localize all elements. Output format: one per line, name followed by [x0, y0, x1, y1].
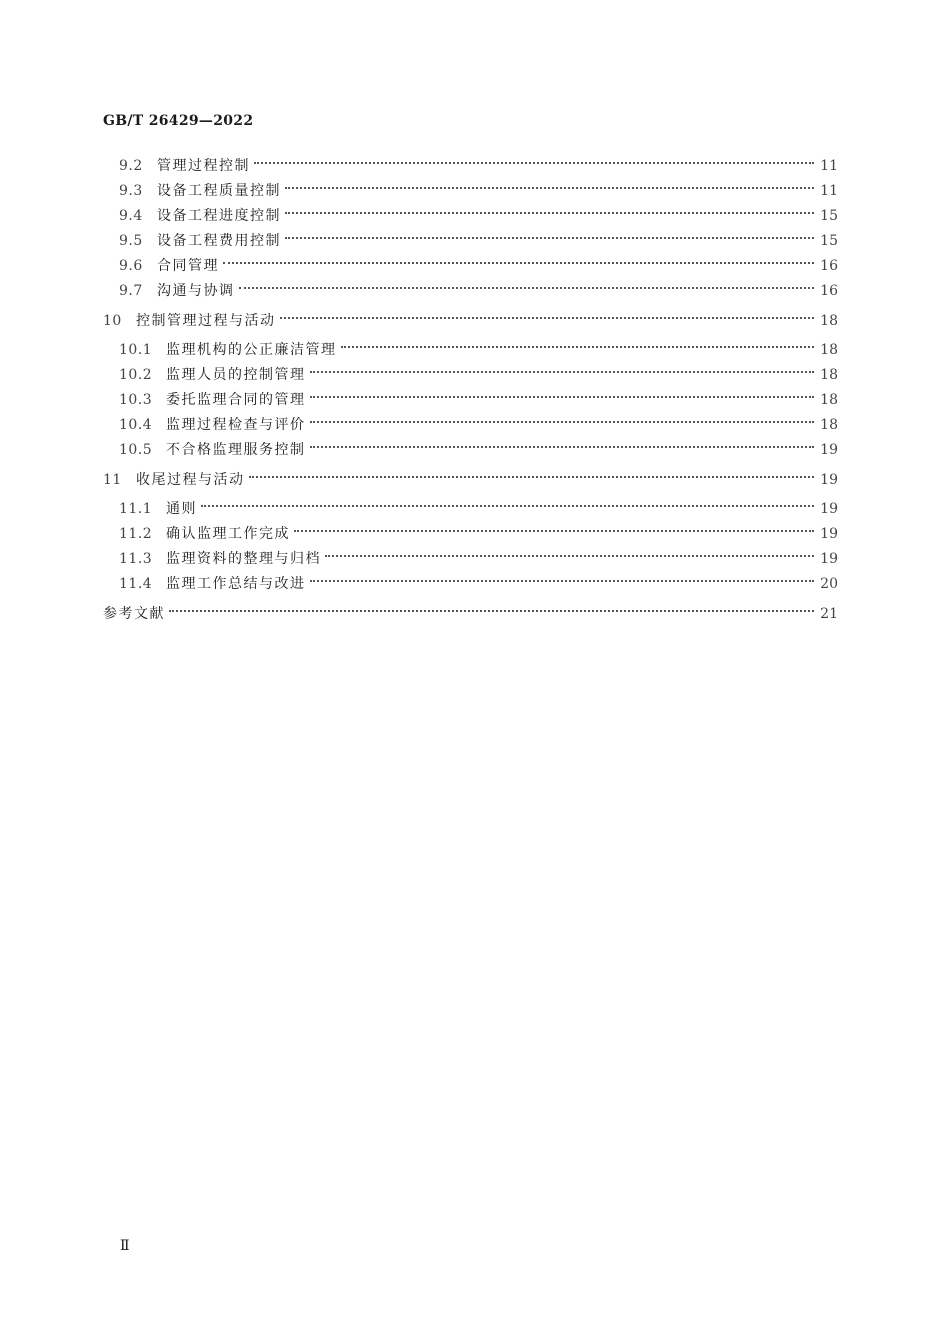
- toc-entry[interactable]: [103, 471, 838, 489]
- toc-entry-page: 19: [820, 551, 838, 567]
- toc-leader-dots: [310, 446, 815, 448]
- toc-entry-title: 监理机构的公正廉洁管理: [166, 342, 337, 358]
- toc-entry-number: 9.3: [119, 183, 143, 199]
- toc-entry-page: 18: [820, 313, 838, 329]
- toc-entry-number: 10.1: [119, 342, 153, 358]
- toc-entry[interactable]: [119, 282, 838, 300]
- toc-entry[interactable]: [119, 232, 838, 250]
- toc-entry[interactable]: [119, 182, 838, 200]
- toc-entry-number: 11.3: [119, 551, 153, 567]
- toc-leader-dots: [280, 317, 815, 319]
- toc-entry-page: 11: [820, 158, 838, 174]
- toc-entry-title: 监理工作总结与改进: [166, 576, 306, 592]
- toc-entry[interactable]: [119, 500, 838, 518]
- toc-entry-page: 21: [820, 606, 838, 622]
- toc-entry-title: 设备工程进度控制: [157, 208, 281, 224]
- toc-entry-title: 委托监理合同的管理: [166, 392, 306, 408]
- toc-leader-dots: [239, 287, 815, 289]
- toc-entry-number: 9.2: [119, 158, 143, 174]
- toc-entry-number: 10.5: [119, 442, 153, 458]
- toc-entry-number: 10.2: [119, 367, 153, 383]
- toc-entry-page: 15: [820, 208, 838, 224]
- toc-entry[interactable]: [103, 312, 838, 330]
- toc-entry-title: 管理过程控制: [157, 158, 250, 174]
- toc-entry-page: 19: [820, 442, 838, 458]
- toc-entry-number: 11.2: [119, 526, 153, 542]
- toc-entry-page: 16: [820, 258, 838, 274]
- toc-entry-title: 沟通与协调: [157, 283, 235, 299]
- toc-entry-page: 19: [820, 526, 838, 542]
- toc-entry[interactable]: [119, 441, 838, 459]
- toc-entry-page: 20: [820, 576, 838, 592]
- toc-leader-dots: [341, 346, 815, 348]
- toc-entry-number: 9.4: [119, 208, 143, 224]
- toc-entry-page: 18: [820, 392, 838, 408]
- toc-entry-number: 10.3: [119, 392, 153, 408]
- toc-leader-dots: [285, 212, 814, 214]
- toc-entry[interactable]: [119, 416, 838, 434]
- toc-entry-title: 监理过程检查与评价: [166, 417, 306, 433]
- toc-leader-dots: [325, 555, 814, 557]
- toc-leader-dots: [223, 262, 814, 264]
- toc-leader-dots: [294, 530, 814, 532]
- toc-entry-title: 设备工程费用控制: [157, 233, 281, 249]
- toc-entry-page: 19: [820, 501, 838, 517]
- toc-entry[interactable]: [119, 207, 838, 225]
- toc-leader-dots: [310, 396, 815, 398]
- toc-entry-number: 10.4: [119, 417, 153, 433]
- toc-entry-number: 9.5: [119, 233, 143, 249]
- toc-entry-title: 设备工程质量控制: [157, 183, 281, 199]
- toc-entry-page: 18: [820, 367, 838, 383]
- toc-entry-number: 10: [103, 313, 122, 329]
- toc-entry[interactable]: [119, 341, 838, 359]
- toc-entry[interactable]: [119, 525, 838, 543]
- toc-leader-dots: [310, 421, 815, 423]
- toc-entry[interactable]: [119, 575, 838, 593]
- toc-leader-dots: [254, 162, 814, 164]
- standard-code-header: GB/T 26429—2022: [103, 113, 254, 129]
- toc-entry-number: 11.1: [119, 501, 153, 517]
- toc-entry-title: 合同管理: [157, 258, 219, 274]
- toc-entry-title: 控制管理过程与活动: [136, 313, 276, 329]
- toc-entry-title: 确认监理工作完成: [166, 526, 290, 542]
- toc-entry-title: 监理人员的控制管理: [166, 367, 306, 383]
- toc-leader-dots: [310, 580, 815, 582]
- toc-entry[interactable]: [119, 366, 838, 384]
- toc-entry-title: 通则: [166, 501, 197, 517]
- toc-entry[interactable]: [119, 550, 838, 568]
- toc-leader-dots: [169, 610, 814, 612]
- toc-entry-page: 18: [820, 342, 838, 358]
- toc-entry[interactable]: [119, 391, 838, 409]
- toc-leader-dots: [285, 237, 814, 239]
- toc-leader-dots: [201, 505, 814, 507]
- toc-entry-title: 不合格监理服务控制: [166, 442, 306, 458]
- toc-entry-page: 16: [820, 283, 838, 299]
- toc-entry-page: 19: [820, 472, 838, 488]
- toc-entry-number: 9.7: [119, 283, 143, 299]
- toc-entry-number: 11.4: [119, 576, 153, 592]
- toc-entry-title: 参考文献: [103, 606, 165, 622]
- toc-entry[interactable]: [119, 157, 838, 175]
- toc-entry-number: 9.6: [119, 258, 143, 274]
- toc-leader-dots: [249, 476, 815, 478]
- toc-entry[interactable]: [119, 257, 838, 275]
- toc-entry-page: 18: [820, 417, 838, 433]
- toc-entry-page: 11: [820, 183, 838, 199]
- toc-leader-dots: [310, 371, 815, 373]
- toc-leader-dots: [285, 187, 814, 189]
- toc-entry-page: 15: [820, 233, 838, 249]
- toc-entry-number: 11: [103, 472, 122, 488]
- toc-entry-title: 监理资料的整理与归档: [166, 551, 321, 567]
- toc-entry-title: 收尾过程与活动: [136, 472, 245, 488]
- toc-entry[interactable]: [103, 605, 838, 623]
- page-number-roman: Ⅱ: [120, 1238, 130, 1254]
